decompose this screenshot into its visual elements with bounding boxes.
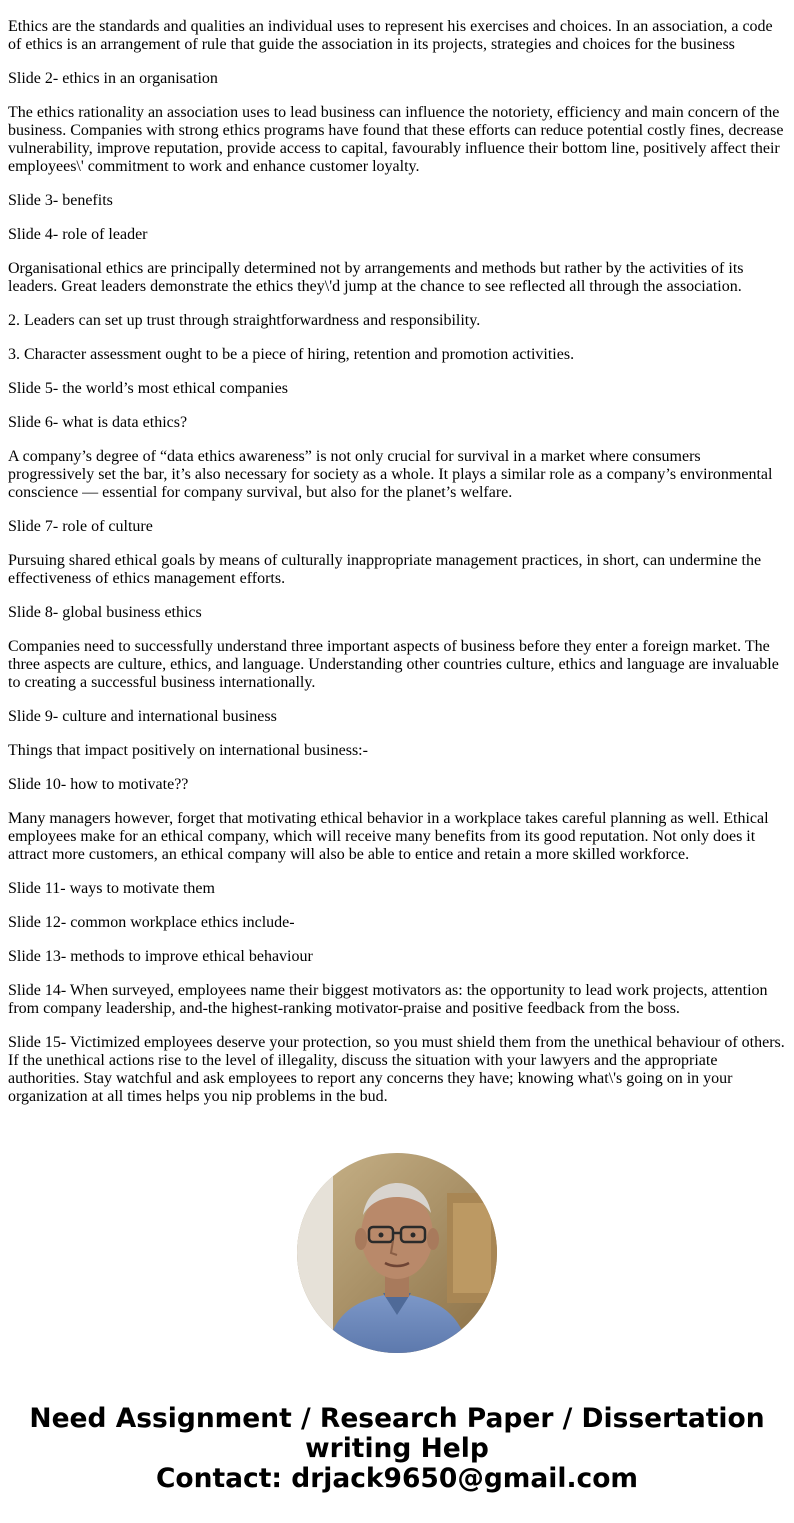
slide-heading: Slide 5- the world’s most ethical companies (8, 380, 288, 397)
contact-banner (0, 1404, 794, 1494)
slide-heading: Slide 4- role of leader (8, 226, 148, 243)
cta-line-1: Need Assignment / Research Paper / Dissertation (29, 1403, 765, 1434)
avatar-portrait-image (297, 1153, 497, 1353)
author-avatar (297, 1153, 497, 1353)
paragraph: Organisational ethics are principally determined not by arrangements and methods but rather by the activities of its leaders. Great leaders demonstrate the ethics they\'d jump at the chance to see reflected all through the association. (8, 260, 744, 295)
paragraph: Many managers however, forget that motivating ethical behavior in a workplace takes careful planning as well. Ethical employees make for an ethical company, which will receive many benefits from its good reputation. Not only does it attract more customers, an ethical company will also be able to entice and retain a more skilled workforce. (8, 810, 769, 863)
slide-heading: Slide 10- how to motivate?? (8, 776, 189, 793)
slide-heading: Slide 7- role of culture (8, 518, 153, 535)
paragraph: A company’s degree of “data ethics awareness” is not only crucial for survival in a market where consumers progressively set the bar, it’s also necessary for society as a whole. It plays a similar role as a company’s environmental conscience — essential for company survival, but also for the planet’s welfare. (8, 448, 773, 501)
paragraph: Slide 15- Victimized employees deserve your protection, so you must shield them from the unethical behaviour of others. If the unethical actions rise to the level of illegality, discuss the situation with your lawyers and the appropriate authorities. Stay watchful and ask employees to report any concerns they have; knowing what\'s going on in your organization at all times helps you nip problems in the bud. (8, 1034, 785, 1105)
document-body (8, 18, 788, 1122)
cta-contact-email: Contact: drjack9650@gmail.com (155, 1463, 639, 1494)
paragraph: Slide 14- When surveyed, employees name their biggest motivators as: the opportunity to lead work projects, attention from company leadership, and-the highest-ranking motivator-praise and positive feedback from the boss. (8, 982, 768, 1017)
slide-heading: Slide 8- global business ethics (8, 604, 202, 621)
slide-heading: Slide 3- benefits (8, 192, 113, 209)
paragraph: Things that impact positively on international business:- (8, 742, 368, 759)
slide-heading: Slide 2- ethics in an organisation (8, 70, 218, 87)
paragraph: Pursuing shared ethical goals by means of culturally inappropriate management practices, in short, can undermine the effectiveness of ethics management efforts. (8, 552, 762, 587)
paragraph: 2. Leaders can set up trust through straightforwardness and responsibility. (8, 312, 481, 329)
paragraph: Companies need to successfully understand three important aspects of business before they enter a foreign market. The three aspects are culture, ethics, and language. Understanding other countries culture, ethics and language are invaluable to creating a successful business internationally. (8, 638, 779, 691)
slide-heading: Slide 12- common workplace ethics include- (8, 914, 295, 931)
slide-heading: Slide 11- ways to motivate them (8, 880, 215, 897)
paragraph: Ethics are the standards and qualities an individual uses to represent his exercises and choices. In an association, a code of ethics is an arrangement of rule that guide the association in its projects, strategies and choices for the business (8, 18, 773, 53)
slide-heading: Slide 9- culture and international business (8, 708, 277, 725)
slide-heading: Slide 13- methods to improve ethical behaviour (8, 948, 313, 965)
paragraph: The ethics rationality an association uses to lead business can influence the notoriety, efficiency and main concern of the business. Companies with strong ethics programs have found that these efforts can reduce potential costly fines, decrease vulnerability, improve reputation, provide access to capital, favourably influence their bottom line, positively affect their employees\' commitment to work and enhance customer loyalty. (8, 104, 784, 175)
slide-heading: Slide 6- what is data ethics? (8, 414, 188, 431)
cta-line-2: writing Help (305, 1433, 489, 1464)
paragraph: 3. Character assessment ought to be a piece of hiring, retention and promotion activities. (8, 346, 575, 363)
